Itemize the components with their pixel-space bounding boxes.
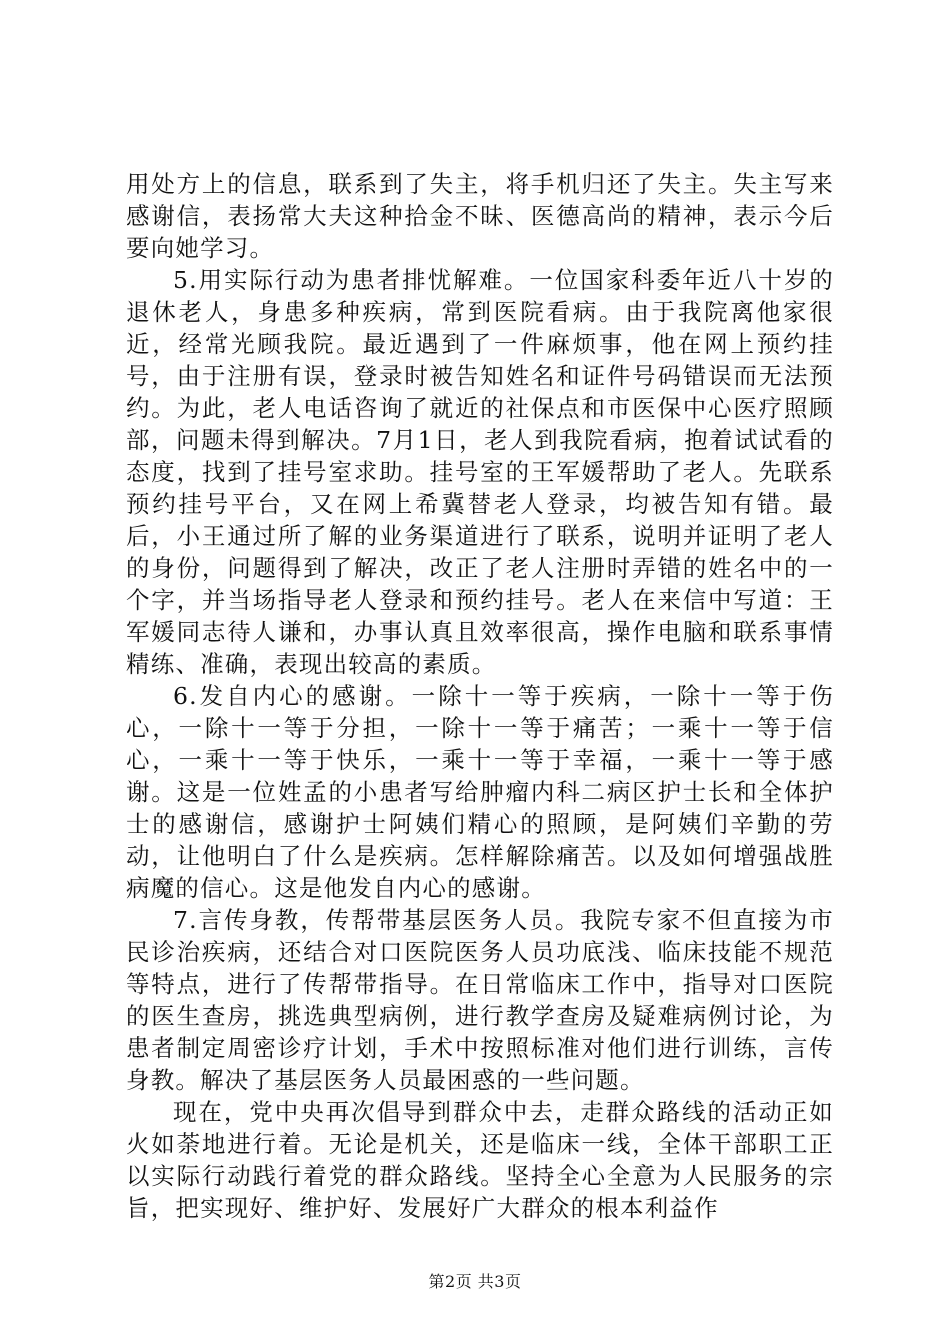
- paragraph-conclusion: 现在，党中央再次倡导到群众中去，走群众路线的活动正如火如荼地进行着。无论是机关，还是临床一线，全体干部职工正以实际行动践行着党的群众路线。坚持全心全意为人民服务的宗旨，把实现好、维护好、发展好广大群众的根本利益作: [126, 1098, 834, 1222]
- document-body: [126, 168, 834, 1224]
- paragraph-continuation: 用处方上的信息，联系到了失主，将手机归还了失主。失主写来感谢信，表扬常大夫这种拾金不昧、医德高尚的精神，表示今后要向她学习。: [126, 170, 834, 262]
- page-footer: 第2页 共3页: [428, 1272, 522, 1291]
- paragraph-item-5: 5.用实际行动为患者排忧解难。一位国家科委年近八十岁的退休老人，身患多种疾病，常到医院看病。由于我院离他家很近，经常光顾我院。最近遇到了一件麻烦事，他在网上预约挂号，由于注册有误，登录时被告知姓名和证件号码错误而无法预约。为此，老人电话咨询了就近的社保点和市医保中心医疗照顾部，问题未得到解决。7月1日，老人到我院看病，抱着试试看的态度，找到了挂号室求助。挂号室的王军媛帮助了老人。先联系预约挂号平台，又在网上希冀替老人登录，均被告知有错。最后，小王通过所了解的业务渠道进行了联系，说明并证明了老人的身份，问题得到了解决，改正了老人注册时弄错的姓名中的一个字，并当场指导老人登录和预约挂号。老人在来信中写道：王军媛同志待人谦和，办事认真且效率很高，操作电脑和联系事情精练、准确，表现出较高的素质。: [126, 266, 834, 678]
- paragraph-item-6: 6.发自内心的感谢。一除十一等于疾病，一除十一等于伤心，一除十一等于分担，一除十一等于痛苦；一乘十一等于信心，一乘十一等于快乐，一乘十一等于幸福，一乘十一等于感谢。这是一位姓孟的小患者写给肿瘤内科二病区护士长和全体护士的感谢信，感谢护士阿姨们精心的照顾，是阿姨们辛勤的劳动，让他明白了什么是疾病。怎样解除痛苦。以及如何增强战胜病魔的信心。这是他发自内心的感谢。: [126, 682, 834, 902]
- paragraph-item-7: 7.言传身教，传帮带基层医务人员。我院专家不但直接为市民诊治疾病，还结合对口医院医务人员功底浅、临床技能不规范等特点，进行了传帮带指导。在日常临床工作中，指导对口医院的医生查房，挑选典型病例，进行教学查房及疑难病例讨论，为患者制定周密诊疗计划，手术中按照标准对他们进行训练，言传身教。解决了基层医务人员最困惑的一些问题。: [126, 906, 834, 1094]
